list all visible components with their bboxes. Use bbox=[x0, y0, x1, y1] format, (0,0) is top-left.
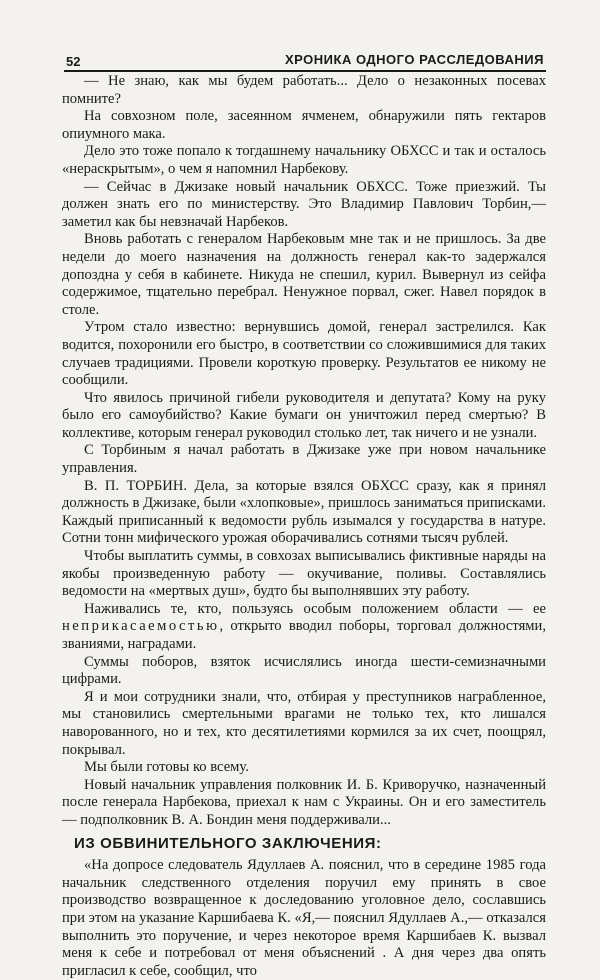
running-title: ХРОНИКА ОДНОГО РАССЛЕДОВАНИЯ bbox=[285, 52, 544, 67]
paragraph: Мы были готовы ко всему. bbox=[84, 759, 249, 776]
paragraph-text: Наживались те, кто, пользуясь особым положением области — ее bbox=[84, 600, 546, 617]
paragraph-text: , открыто вводил поборы, торговал должностями, званиями, наградами. bbox=[62, 618, 546, 652]
paragraph: Чтобы выплатить суммы, в совхозах выписывались фиктивные наряды на якобы произведенную работу — окучивание, поливы. Составлялись ведомости на «мертвых душ», будто бы выполнявших эту работу. bbox=[62, 548, 546, 600]
paragraph bbox=[62, 601, 546, 654]
paragraph: Новый начальник управления полковник И. Б. Криворучко, назначенный после генерала Нарбекова, приехал к нам с Украины. Он и его заместитель — подполковник В. А. Бондин меня поддерживали... bbox=[62, 776, 546, 828]
paragraph: — Не знаю, как мы будем работать... Дело о незаконных посевах помните? bbox=[62, 73, 546, 107]
paragraph: В. П. ТОРБИН. Дела, за которые взялся ОБХСС сразу, как я принял должность в Джизаке, были «хлопковые», пришлось заниматься приписками. Каждый приписанный к ведомости рубль изымался у государства в натуре. Сотни тонн мифического урожая оборачивались сотнями тысяч рублей. bbox=[62, 477, 546, 547]
spaced-emphasis: неприкасаемостью bbox=[62, 618, 220, 635]
paragraph: С Торбиным я начал работать в Джизаке уже при новом начальнике управления. bbox=[62, 442, 546, 477]
paragraph: — Сейчас в Джизаке новый начальник ОБХСС. Тоже приезжий. Ты должен знать его по министерству. Это Владимир Павлович Торбин,— заметил как бы невзначай Нарбеков. bbox=[62, 178, 546, 230]
paragraph: Утром стало известно: вернувшись домой, генерал застрелился. Как водится, похоронили его быстро, в соответствии со сложившимися для таких случаев традициями. Провели короткую проверку. Результатов ее никому не сообщили. bbox=[62, 319, 546, 389]
paragraph: Я и мои сотрудники знали, что, отбирая у преступников награбленное, мы становились смертельными врагами не только тех, кто лишался наворованного, но и тех, кто десятилетиями кормился за их счет, поощрял, покрывал. bbox=[62, 688, 546, 758]
paragraph: «На допросе следователь Ядуллаев А. пояснил, что в середине 1985 года начальник следственного отделения поручил ему принять в свое производство возвращенное к доследованию уголовное дело, сославшись при этом на указание Каршибаева К. «Я,— пояснил Ядуллаев А.,— отказался выполнить это поручение, и через некоторое время Каршибаев К. вызвал меня к себе и потребовал от меня объяснений . А дня через два опять пригласил к себе, сообщил, что bbox=[62, 857, 546, 979]
page-header bbox=[64, 48, 546, 72]
paragraph: Суммы поборов, взяток исчислялись иногда шести-семизначными цифрами. bbox=[62, 653, 546, 688]
paragraph: Вновь работать с генералом Нарбековым мне так и не пришлось. За две недели до моего назначения на должность генерал как-то задержался допоздна у себя в кабинете. Никуда не спешил, курил. Вывернул из сейфа содержимое, тщательно перебрал. Ненужное порвал, сжег. Навел порядок в столе. bbox=[62, 231, 546, 318]
section-heading: ИЗ ОБВИНИТЕЛЬНОГО ЗАКЛЮЧЕНИЯ: bbox=[74, 834, 382, 852]
paragraph: Дело это тоже попало к тогдашнему начальнику ОБХСС и так и осталось «нераскрытым», о чем я напомнил Нарбекову. bbox=[62, 143, 546, 177]
page-body bbox=[62, 73, 546, 980]
paragraph: Что явилось причиной гибели руководителя и депутата? Кому на руку было его самоубийство? Какие бумаги он уничтожил перед смертью? В коллективе, которым генерал руководил столько лет, так ничего и не узнали. bbox=[62, 389, 546, 441]
paragraph: На совхозном поле, засеянном ячменем, обнаружили пять гектаров опиумного мака. bbox=[62, 108, 546, 142]
page-number: 52 bbox=[66, 54, 81, 69]
